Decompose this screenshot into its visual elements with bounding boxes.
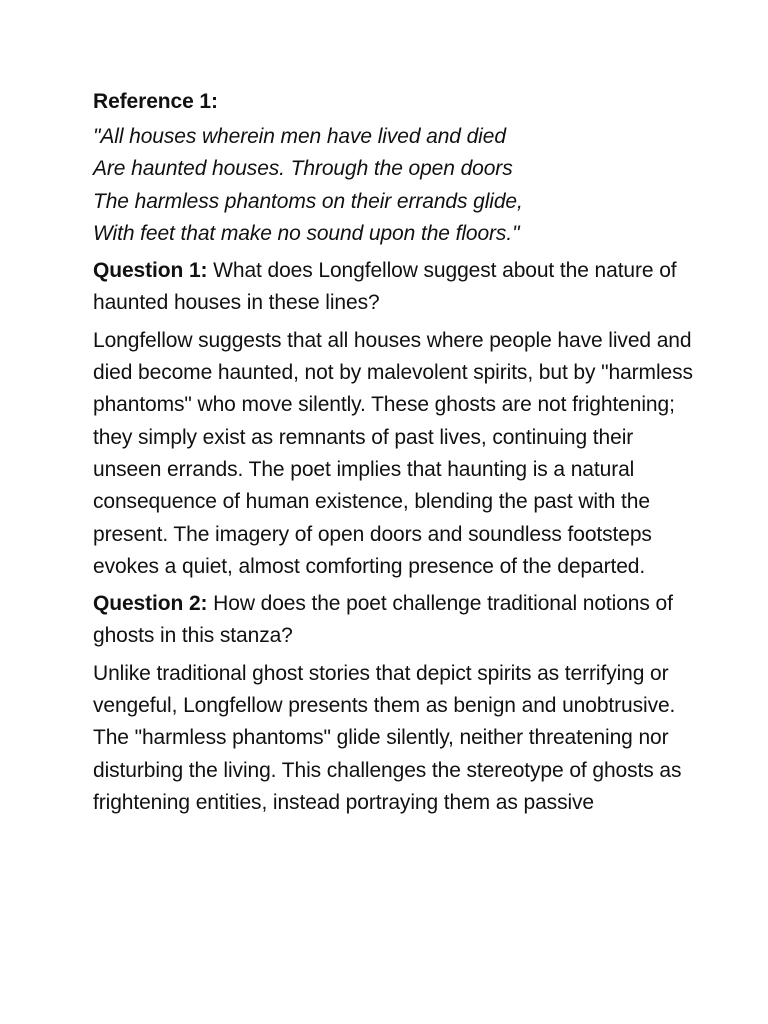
- answer-2: Unlike traditional ghost stories that depict spirits as terrifying or vengeful, Longfellow presents them as benign and unobtrusive. The "harmless phantoms" glide silently, neither threatening nor disturbing the living. This challenges the stereotype of ghosts as frightening entities, instead portraying them as passive: [93, 661, 682, 814]
- question-1-label: Question 1:: [93, 259, 208, 283]
- poem-line-2: Are haunted houses. Through the open doors: [93, 157, 513, 181]
- poem-line-4: With feet that make no sound upon the floors.": [93, 221, 520, 245]
- question-2-label: Question 2:: [93, 592, 208, 616]
- poem-line-1: "All houses wherein men have lived and died: [93, 125, 506, 148]
- document-page: [93, 86, 693, 824]
- question-2-text: How does the poet challenge traditional notions of ghosts in this stanza?: [93, 592, 673, 648]
- question-2: [93, 588, 693, 653]
- reference-heading: Reference 1:: [93, 90, 218, 113]
- poem-line-3: The harmless phantoms on their errands glide,: [93, 189, 523, 213]
- poem-stanza: [93, 121, 693, 250]
- question-1: [93, 255, 693, 320]
- answer-1: Longfellow suggests that all houses where people have lived and died become haunted, not by malevolent spirits, but by "harmless phantoms" who move silently. These ghosts are not frightening; they simply exist as remnants of past lives, continuing their unseen errands. The poet implies that haunting is a natural consequence of human existence, blending the past with the present. The imagery of open doors and soundless footsteps evokes a quiet, almost comforting presence of the departed.: [93, 328, 693, 578]
- question-1-text: What does Longfellow suggest about the nature of haunted houses in these lines?: [93, 259, 677, 315]
